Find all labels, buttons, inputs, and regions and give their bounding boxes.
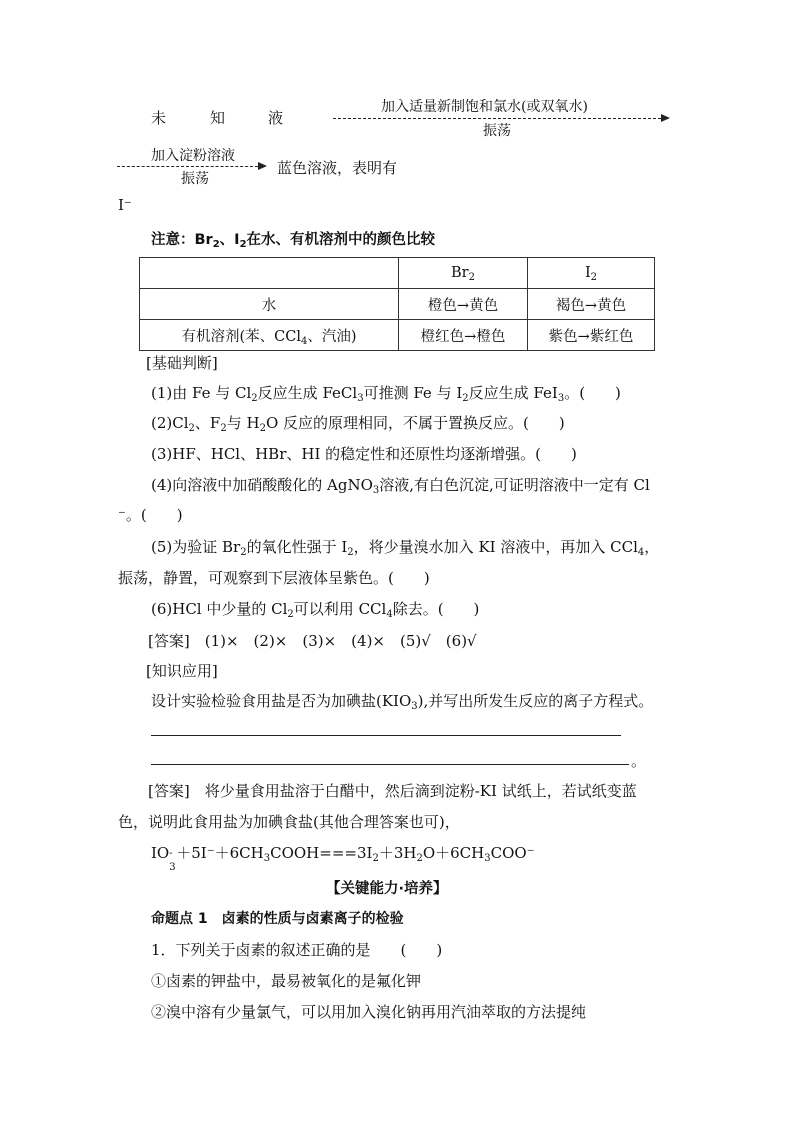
basic-q4-line1: (4)向溶液中加硝酸酸化的 AgNO$_3$溶液,有白色沉淀,可证明溶液中一定有 Cl: [151, 476, 650, 496]
section-topic: 命题点 1 卤素的性质与卤素离子的检验: [151, 911, 404, 927]
basic-q6: (6)HCl 中少量的 $Cl_2$可以利用 CCl$_4$除去。( ): [151, 600, 480, 620]
table-row: [140, 320, 655, 351]
flow-arrow-1-head: [661, 114, 670, 122]
apply-equation: IO - 3 $+5I^-+6CH_3COOH===3I_2+3H_2O+6CH_3COO^-$: [151, 844, 535, 873]
table-header-empty: [140, 258, 399, 289]
flow-step1-top: 加入适量新制饱和氯水(或双氧水): [381, 99, 588, 115]
section-option-2: ②溴中溶有少量氯气，可以用加入溴化钠再用汽油萃取的方法提纯: [151, 1003, 587, 1021]
basic-q3: (3)HF、HCl、HBr、HI 的稳定性和还原性均逐渐增强。( ): [151, 445, 577, 463]
basic-q5-line2: 振荡，静置，可观察到下层液体呈紫色。( ): [118, 569, 430, 587]
basic-heading: [基础判断]: [146, 354, 218, 372]
table-row: [140, 289, 655, 320]
section-option-1: ①卤素的钾盐中，最易被氧化的是氟化钾: [151, 972, 422, 990]
flow-iodide-ion: I⁻: [118, 196, 132, 214]
basic-q1: (1)由 Fe 与 $Cl_2$反应生成 FeCl$_3$可推测 Fe 与 $I_2$反应生成 FeI$_3$。( ): [151, 384, 621, 404]
answer-blank-period: 。: [631, 752, 647, 770]
basic-q4-line2: ⁻。( ): [118, 506, 183, 524]
table-header-br2: $Br_2$: [399, 258, 528, 289]
color-comparison-table: [139, 257, 655, 351]
table-cell-i2: 褐色→黄色: [528, 289, 655, 320]
flow-arrow-2-shaft: [117, 166, 258, 167]
table-row: [140, 258, 655, 289]
note-heading: 注意：$Br_2$、$I_2$在水、有机溶剂中的颜色比较: [151, 232, 436, 250]
answer-blank-line-1: [151, 735, 621, 736]
flow-step2-bottom: 振荡: [181, 171, 209, 187]
section-title: 【关键能力·培养】: [326, 881, 448, 897]
flow-unknown-char-2: 知: [210, 109, 226, 127]
flow-unknown-char-3: 液: [268, 109, 284, 127]
basic-q2: $(2)Cl_2$、$F_2$与 $H_2O$ 反应的原理相同，不属于置换反应。( ): [151, 414, 565, 434]
basic-answer: [答案] (1)× (2)× (3)× (4)× (5)√ (6)√: [148, 632, 477, 650]
apply-question: 设计实验检验食用盐是否为加碘盐$(KIO_3)$,并写出所发生反应的离子方程式。: [151, 692, 654, 712]
basic-q5-line1: (5)为验证 $Br_2$的氧化性强于 $I_2$，将少量溴水加入 KI 溶液中，再加入 CCl$_4$，: [151, 538, 660, 558]
flow-unknown-char-1: 未: [151, 109, 167, 127]
apply-heading: [知识应用]: [146, 662, 218, 680]
table-header-i2: $I_2$: [528, 258, 655, 289]
flow-arrow-1-shaft: [333, 118, 661, 119]
table-row-label: 有机溶剂(苯、CCl$_4$、汽油): [140, 320, 399, 351]
apply-answer-line2: 色，说明此食用盐为加碘食盐(其他合理答案也可)，: [118, 813, 460, 831]
table-cell-br2: 橙色→黄色: [399, 289, 528, 320]
flow-step2-top: 加入淀粉溶液: [151, 148, 235, 164]
table-cell-br2: 橙红色→橙色: [399, 320, 528, 351]
section-question-1: 1．下列关于卤素的叙述正确的是 ( ): [151, 941, 443, 959]
flow-result: 蓝色溶液，表明有: [277, 159, 398, 177]
answer-blank-line-2: [151, 764, 629, 765]
flow-step1-bottom: 振荡: [483, 123, 511, 139]
table-cell-i2: 紫色→紫红色: [528, 320, 655, 351]
apply-answer-line1: [答案] 将少量食用盐溶于白醋中，然后滴到淀粉-KI 试纸上，若试纸变蓝: [148, 782, 637, 800]
table-row-label: 水: [140, 289, 399, 320]
flow-arrow-2-head: [258, 162, 267, 170]
